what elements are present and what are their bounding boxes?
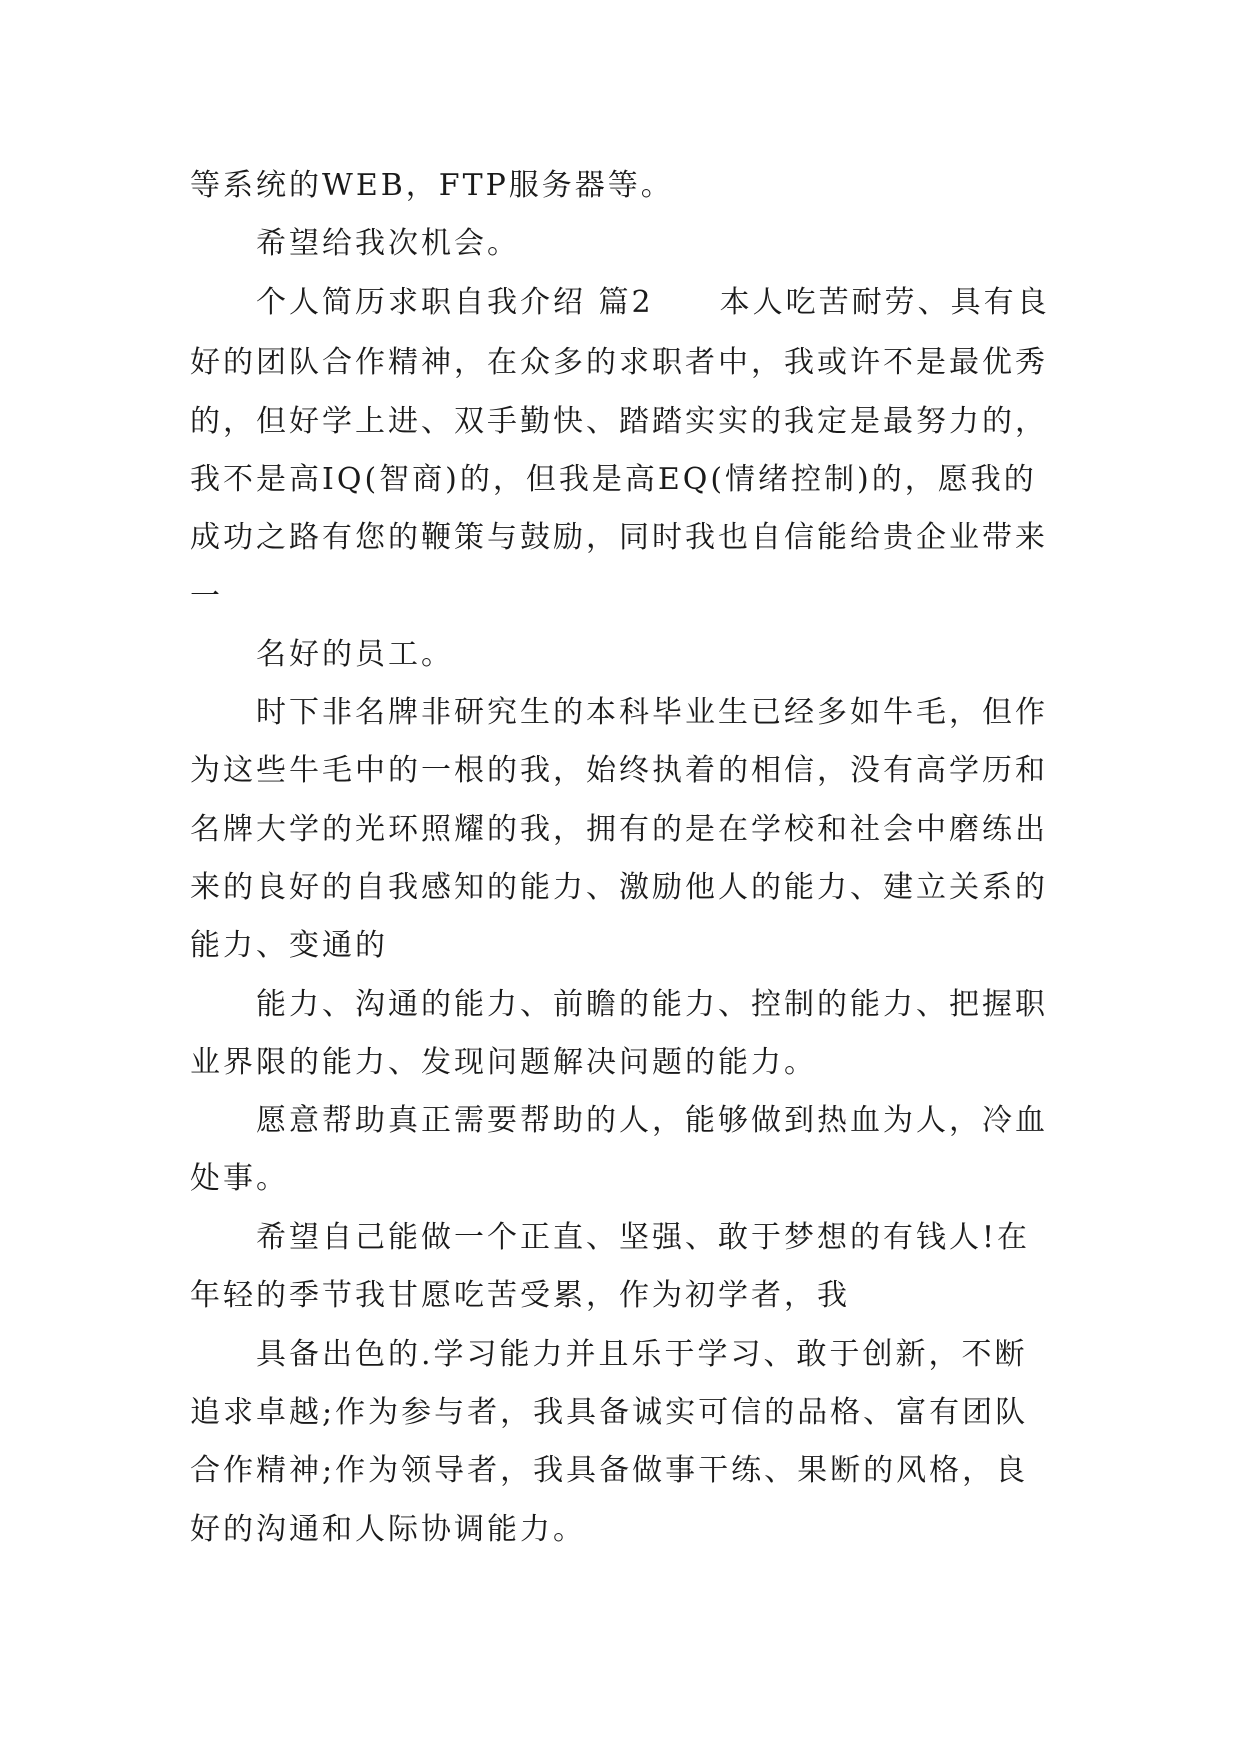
text-line: 名牌大学的光环照耀的我，拥有的是在学校和社会中磨练出 [190, 812, 1048, 847]
text-line: 来的良好的自我感知的能力、激励他人的能力、建立关系的 [190, 870, 1048, 905]
text-line: 希望自己能做一个正直、坚强、敢于梦想的有钱人!在 [256, 1220, 1031, 1255]
text-line: 能力、变通的 [190, 928, 388, 963]
text-line: 能力、沟通的能力、前瞻的能力、控制的能力、把握职 [256, 987, 1048, 1022]
text-line: 希望给我次机会。 [256, 226, 520, 261]
text-line: 个人简历求职自我介绍 篇2 本人吃苦耐劳、具有良 [256, 285, 1050, 320]
text-line: 我不是高IQ(智商)的，但我是高EQ(情绪控制)的，愿我的 [190, 462, 1037, 497]
text-line: 名好的员工。 [256, 637, 454, 672]
text-line: 年轻的季节我甘愿吃苦受累，作为初学者，我 [190, 1278, 850, 1313]
text-line: 好的团队合作精神，在众多的求职者中，我或许不是最优秀 [190, 345, 1048, 380]
text-line: 时下非名牌非研究生的本科毕业生已经多如牛毛，但作 [256, 695, 1048, 730]
text-line: 处事。 [190, 1161, 289, 1196]
text-line: 追求卓越;作为参与者，我具备诚实可信的品格、富有团队 [190, 1395, 1029, 1430]
text-line: 合作精神;作为领导者，我具备做事干练、果断的风格，良 [190, 1453, 1029, 1488]
text-line: 成功之路有您的鞭策与鼓励，同时我也自信能给贵企业带来 [190, 520, 1048, 555]
text-line: 业界限的能力、发现问题解决问题的能力。 [190, 1045, 817, 1080]
text-line: 一 [190, 579, 223, 614]
text-line: 为这些牛毛中的一根的我，始终执着的相信，没有高学历和 [190, 753, 1048, 788]
text-line: 具备出色的.学习能力并且乐于学习、敢于创新，不断 [256, 1337, 1028, 1372]
text-line: 愿意帮助真正需要帮助的人，能够做到热血为人，冷血 [256, 1103, 1048, 1138]
text-line: 等系统的WEB，FTP服务器等。 [190, 168, 674, 203]
text-line: 的，但好学上进、双手勤快、踏踏实实的我定是最努力的， [190, 404, 1048, 439]
text-line: 好的沟通和人际协调能力。 [190, 1512, 586, 1547]
